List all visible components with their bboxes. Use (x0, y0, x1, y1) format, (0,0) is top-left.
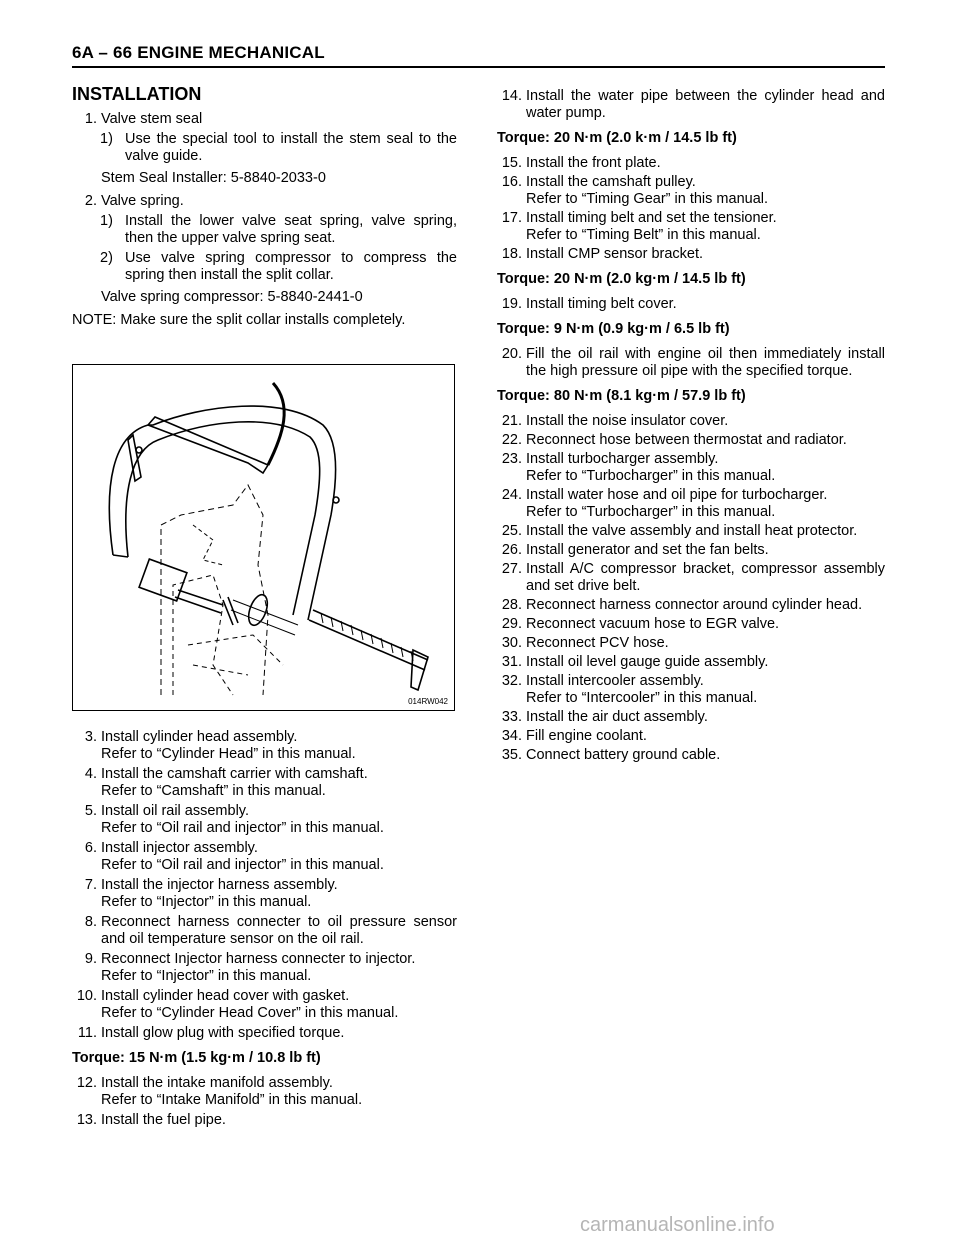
header-rule (72, 66, 885, 68)
left-column (72, 86, 457, 329)
step-number: 28. (501, 597, 522, 613)
step-number: 35. (501, 747, 522, 763)
step-text: Connect battery ground cable. (526, 747, 721, 763)
sub-step-number: 1) (100, 213, 113, 229)
step-text: Install CMP sensor bracket. (526, 246, 704, 262)
step-text: Reconnect PCV hose. (526, 635, 669, 651)
step-number: 22. (501, 432, 522, 448)
step-number: 4. (84, 766, 97, 782)
step-number: 31. (501, 654, 522, 670)
note-text: NOTE: Make sure the split collar installs completely. (72, 312, 406, 328)
step-text: Fill the oil rail with engine oil then immediately install the high pressure oil pipe with the specified torque. (526, 346, 885, 379)
list-item (72, 1112, 457, 1129)
step-text: Install injector assembly. (101, 840, 258, 856)
step-text: Install intercooler assembly. (526, 673, 704, 689)
step-number: 7. (84, 877, 97, 893)
step-text: Install the fuel pipe. (101, 1112, 226, 1128)
list-item (72, 1075, 457, 1109)
step-text: Install cylinder head cover with gasket. (101, 988, 350, 1004)
torque-spec: Torque: 9 N·m (0.9 kg·m / 6.5 lb ft) (497, 321, 730, 337)
step-text: Reconnect harness connecter to oil pressure sensor and oil temperature sensor on the oil rail. (101, 914, 457, 947)
watermark-text: carmanualsonline.info (580, 1214, 775, 1236)
list-item (497, 174, 885, 208)
step-number: 24. (501, 487, 522, 503)
step-number: 23. (501, 451, 522, 467)
step-number: 10. (76, 988, 97, 1004)
figure-id: 014RW042 (408, 697, 448, 706)
step-number: 21. (501, 413, 522, 429)
sub-step-text: Use the special tool to install the stem seal to the valve guide. (125, 131, 457, 164)
step-text: Install timing belt cover. (526, 296, 677, 312)
sub-step-number: 2) (100, 250, 113, 266)
sub-step-text: Install the lower valve seat spring, valve spring, then the upper valve spring seat. (125, 213, 457, 246)
step-text: Install cylinder head assembly. (101, 729, 298, 745)
step-text: Install oil level gauge guide assembly. (526, 654, 769, 670)
step-text: Install turbocharger assembly. (526, 451, 719, 467)
list-item (497, 246, 885, 263)
step-text: Install the camshaft pulley. (526, 174, 696, 190)
step-reference: Refer to “Camshaft” in this manual. (101, 783, 326, 799)
list-item (497, 487, 885, 521)
sub-step (72, 213, 457, 247)
sub-step-text: Use valve spring compressor to compress the spring then install the split collar. (125, 250, 457, 283)
right-column (497, 88, 885, 766)
list-item (497, 210, 885, 244)
step-text: Install water hose and oil pipe for turbocharger. (526, 487, 828, 503)
step-number: 14. (501, 88, 522, 104)
section-title: INSTALLATION (72, 84, 202, 104)
list-item (497, 432, 885, 449)
step-reference: Refer to “Cylinder Head Cover” in this manual. (101, 1005, 399, 1021)
step-reference: Refer to “Timing Belt” in this manual. (526, 227, 761, 243)
list-item (497, 542, 885, 559)
step-number: 32. (501, 673, 522, 689)
torque-spec: Torque: 15 N·m (1.5 kg·m / 10.8 lb ft) (72, 1050, 321, 1066)
step-number: 12. (76, 1075, 97, 1091)
step-number: 25. (501, 523, 522, 539)
step-number: 26. (501, 542, 522, 558)
step-text: Install generator and set the fan belts. (526, 542, 769, 558)
step-reference: Refer to “Intake Manifold” in this manual. (101, 1092, 363, 1108)
step-text: Install the injector harness assembly. (101, 877, 338, 893)
step-reference: Refer to “Injector” in this manual. (101, 968, 312, 984)
list-item (72, 803, 457, 837)
step-text: Valve spring. (101, 193, 184, 209)
step-text: Reconnect Injector harness connecter to injector. (101, 951, 416, 967)
valve-spring-compressor-figure (72, 364, 455, 711)
list-item (72, 988, 457, 1022)
step-reference: Refer to “Turbocharger” in this manual. (526, 468, 776, 484)
sub-step (72, 131, 457, 165)
list-item (497, 597, 885, 614)
page-header: 6A – 66 ENGINE MECHANICAL (72, 43, 325, 62)
step-number: 16. (501, 174, 522, 190)
list-item (497, 616, 885, 633)
list-item (497, 561, 885, 595)
step-text: Install oil rail assembly. (101, 803, 250, 819)
list-item (497, 728, 885, 745)
step-number: 20. (501, 346, 522, 362)
step-reference: Refer to “Intercooler” in this manual. (526, 690, 758, 706)
step-text: Install the valve assembly and install heat protector. (526, 523, 858, 539)
list-item (72, 193, 457, 210)
sub-step-number: 1) (100, 131, 113, 147)
step-number: 1. (84, 111, 97, 127)
list-item (72, 840, 457, 874)
list-item (497, 296, 885, 313)
list-item (72, 111, 457, 128)
step-number: 11. (77, 1025, 97, 1041)
step-text: Install timing belt and set the tensioner. (526, 210, 777, 226)
step-text: Install the intake manifold assembly. (101, 1075, 333, 1091)
step-number: 2. (84, 193, 97, 209)
step-number: 8. (84, 914, 97, 930)
list-item (72, 766, 457, 800)
step-number: 17. (501, 210, 522, 226)
step-reference: Refer to “Oil rail and injector” in this manual. (101, 820, 384, 836)
list-item (497, 451, 885, 485)
tool-spec: Valve spring compressor: 5-8840-2441-0 (101, 289, 363, 305)
step-text: Install the air duct assembly. (526, 709, 708, 725)
step-number: 27. (501, 561, 522, 577)
torque-spec: Torque: 80 N·m (8.1 kg·m / 57.9 lb ft) (497, 388, 746, 404)
list-item (497, 654, 885, 671)
step-text: Install the front plate. (526, 155, 661, 171)
step-number: 19. (501, 296, 522, 312)
sub-step (72, 250, 457, 284)
list-item (497, 155, 885, 172)
step-text: Install the noise insulator cover. (526, 413, 729, 429)
step-text: Reconnect vacuum hose to EGR valve. (526, 616, 780, 632)
step-number: 30. (501, 635, 522, 651)
list-item (497, 523, 885, 540)
list-item (497, 635, 885, 652)
list-item (497, 413, 885, 430)
list-item (72, 1025, 457, 1042)
list-item (72, 951, 457, 985)
tool-spec: Stem Seal Installer: 5-8840-2033-0 (101, 170, 326, 186)
list-item (72, 729, 457, 763)
step-number: 5. (84, 803, 97, 819)
step-reference: Refer to “Cylinder Head” in this manual. (101, 746, 356, 762)
step-text: Reconnect harness connector around cylinder head. (526, 597, 863, 613)
list-item (497, 673, 885, 707)
step-number: 13. (76, 1112, 97, 1128)
step-number: 3. (84, 729, 97, 745)
step-number: 29. (501, 616, 522, 632)
torque-spec: Torque: 20 N·m (2.0 kg·m / 14.5 lb ft) (497, 271, 746, 287)
list-item (72, 877, 457, 911)
list-item (497, 709, 885, 726)
step-number: 18. (501, 246, 522, 262)
list-item (72, 914, 457, 948)
step-text: Fill engine coolant. (526, 728, 647, 744)
step-text: Install the camshaft carrier with camshaft. (101, 766, 368, 782)
list-item (497, 346, 885, 380)
step-text: Reconnect hose between thermostat and radiator. (526, 432, 847, 448)
step-number: 6. (84, 840, 97, 856)
step-reference: Refer to “Injector” in this manual. (101, 894, 312, 910)
step-number: 34. (501, 728, 522, 744)
step-reference: Refer to “Oil rail and injector” in this manual. (101, 857, 384, 873)
step-number: 9. (84, 951, 97, 967)
step-reference: Refer to “Turbocharger” in this manual. (526, 504, 776, 520)
step-number: 15. (501, 155, 522, 171)
step-text: Install A/C compressor bracket, compressor assembly and set drive belt. (526, 561, 885, 594)
list-item (497, 88, 885, 122)
step-reference: Refer to “Timing Gear” in this manual. (526, 191, 769, 207)
step-text: Install the water pipe between the cylinder head and water pump. (526, 88, 885, 121)
step-text: Valve stem seal (101, 111, 203, 127)
left-column-continued (72, 729, 457, 1132)
step-number: 33. (501, 709, 522, 725)
torque-spec: Torque: 20 N·m (2.0 k·m / 14.5 lb ft) (497, 130, 737, 146)
step-text: Install glow plug with specified torque. (101, 1025, 345, 1041)
list-item (497, 747, 885, 764)
compressor-illustration (73, 365, 454, 710)
